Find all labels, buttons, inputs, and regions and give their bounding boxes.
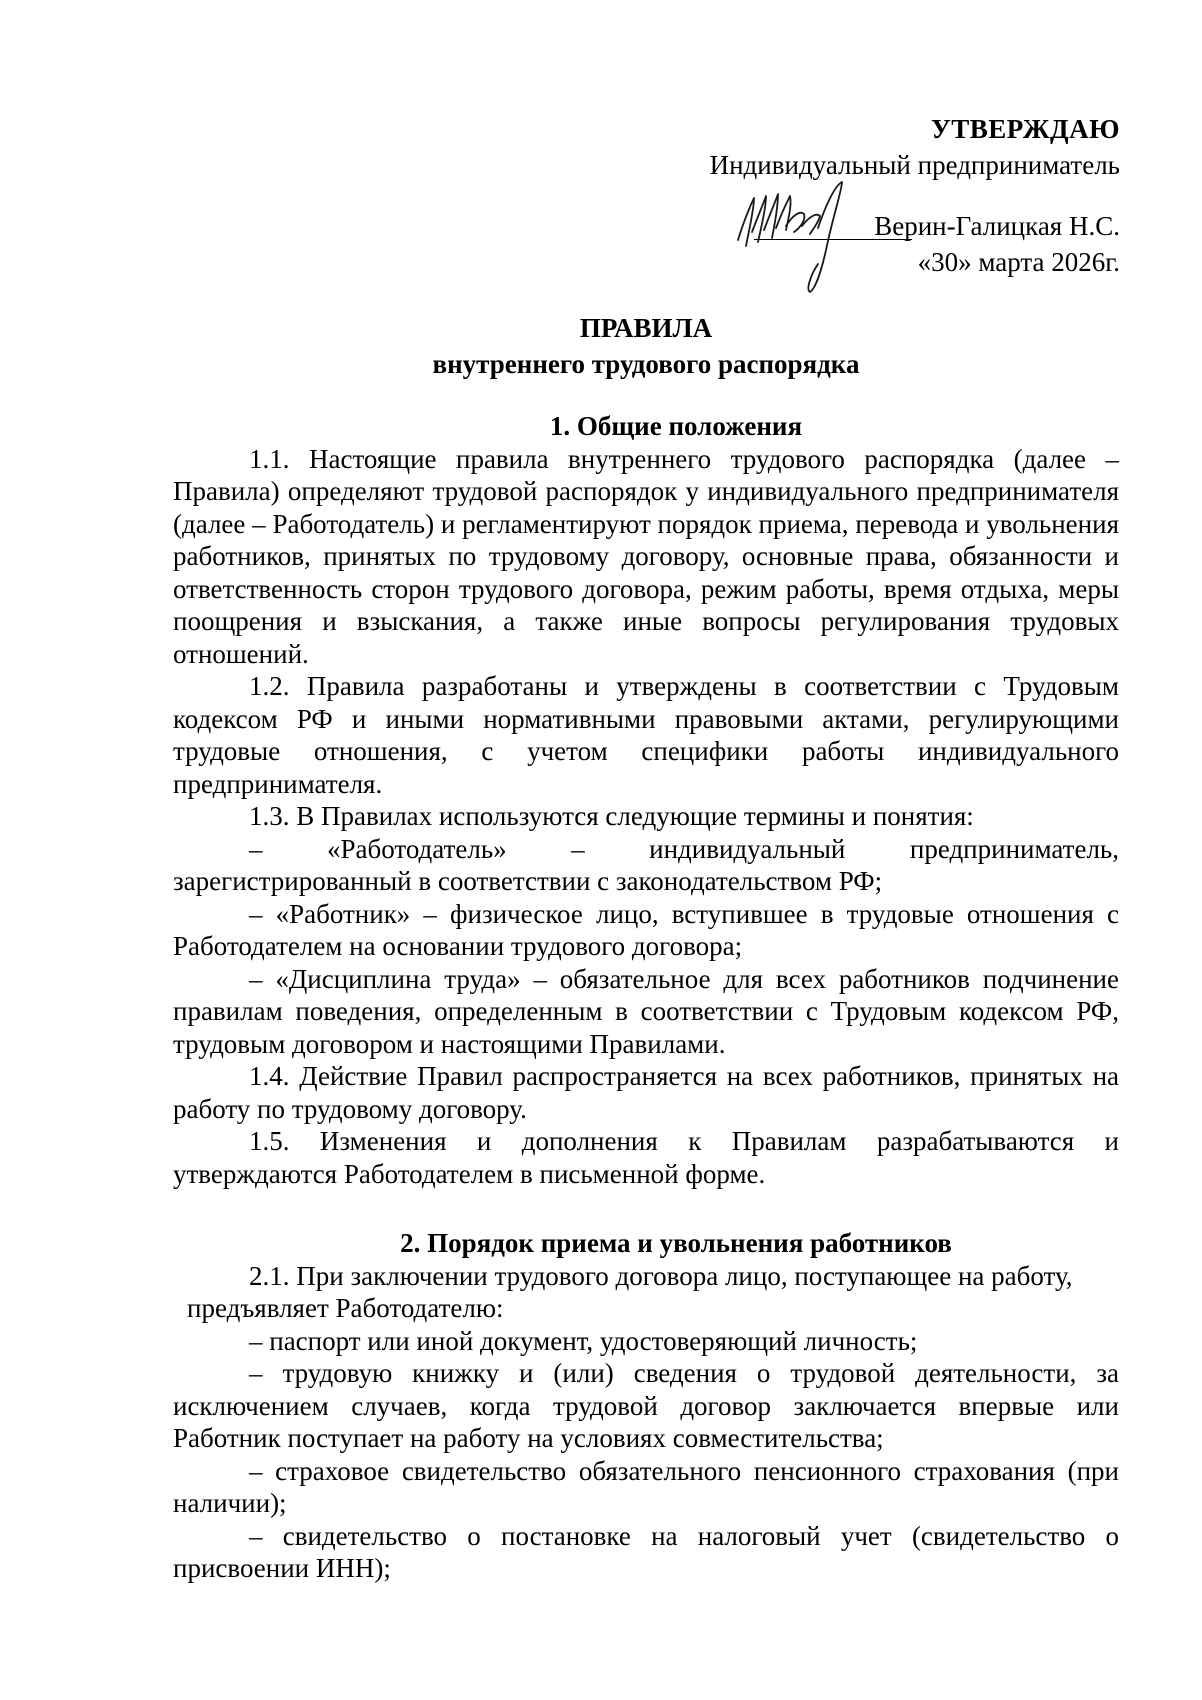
section-2 — [173, 1227, 1119, 1585]
approval-heading: УТВЕРЖДАЮ — [930, 114, 1120, 144]
section-1-heading: 1. Общие положения — [549, 411, 803, 441]
approval-date: «30» марта 2026г. — [917, 247, 1120, 277]
document-inn: – свидетельство о постановке на налоговый учет (свидетельство о присвоении ИНН); — [173, 1520, 1119, 1583]
document-passport: – паспорт или иной документ, удостоверяющий личность; — [249, 1325, 918, 1356]
paragraph-1-2: 1.2. Правила разработаны и утверждены в соответствии с Трудовым кодексом РФ и иными нормативными правовыми актами, регулирующими трудовые отношения, с учетом специфики работы индивидуального предпринимателя. — [173, 671, 1119, 799]
approver-position: Индивидуальный предприниматель — [709, 150, 1120, 180]
section-1 — [173, 410, 1119, 1190]
approver-name-line — [650, 208, 1120, 244]
document-title — [0, 310, 1202, 382]
term-discipline: – «Дисциплина труда» – обязательное для всех работников подчинение правилам поведения, определенным в соответствии с Трудовым кодексом РФ, трудовым договором и настоящими Правилами. — [173, 963, 1119, 1059]
paragraph-1-5: 1.5. Изменения и дополнения к Правилам разрабатываются и утверждаются Работодателем в письменной форме. — [173, 1126, 1119, 1189]
approval-block — [650, 111, 1120, 280]
paragraph-2-1-line-2: предъявляет Работодателю: — [187, 1293, 504, 1323]
title-line-1: ПРАВИЛА — [579, 313, 713, 343]
document-pension-insurance: – страховое свидетельство обязательного пенсионного страхования (при наличии); — [173, 1455, 1119, 1518]
section-2-heading: 2. Порядок приема и увольнения работников — [400, 1228, 952, 1258]
paragraph-1-4: 1.4. Действие Правил распространяется на всех работников, принятых на работу по трудовому договору. — [173, 1061, 1119, 1124]
handwritten-signature — [730, 180, 860, 295]
paragraph-2-1-line-1: 2.1. При заключении трудового договора лицо, поступающее на работу, — [249, 1260, 1073, 1291]
paragraph-1-1: 1.1. Настоящие правила внутреннего трудового распорядка (далее – Правила) определяют трудовой распорядок у индивидуального предпринимателя (далее – Работодатель) и регламентируют порядок приема, перевода и увольнения работников, принятых по трудовому договору, основные права, обязанности и ответственность сторон трудового договора, режим работы, время отдыха, меры поощрения и взыскания, а также иные вопросы регулирования трудовых отношений. — [173, 443, 1119, 669]
term-employee: – «Работник» – физическое лицо, вступившее в трудовые отношения с Работодателем на основании трудового договора; — [173, 898, 1119, 961]
document-work-book: – трудовую книжку и (или) сведения о трудовой деятельности, за исключением случаев, когда трудовой договор заключается впервые или Работник поступает на работу на условиях совместительства; — [173, 1358, 1119, 1453]
title-line-2: внутреннего трудового распорядка — [432, 349, 860, 379]
term-employer: – «Работодатель» – индивидуальный предприниматель, зарегистрированный в соответствии с законодательством РФ; — [173, 833, 1119, 896]
approver-name: Верин-Галицкая Н.С. — [874, 211, 1120, 241]
paragraph-1-3: 1.3. В Правилах используются следующие термины и понятия: — [249, 801, 974, 831]
